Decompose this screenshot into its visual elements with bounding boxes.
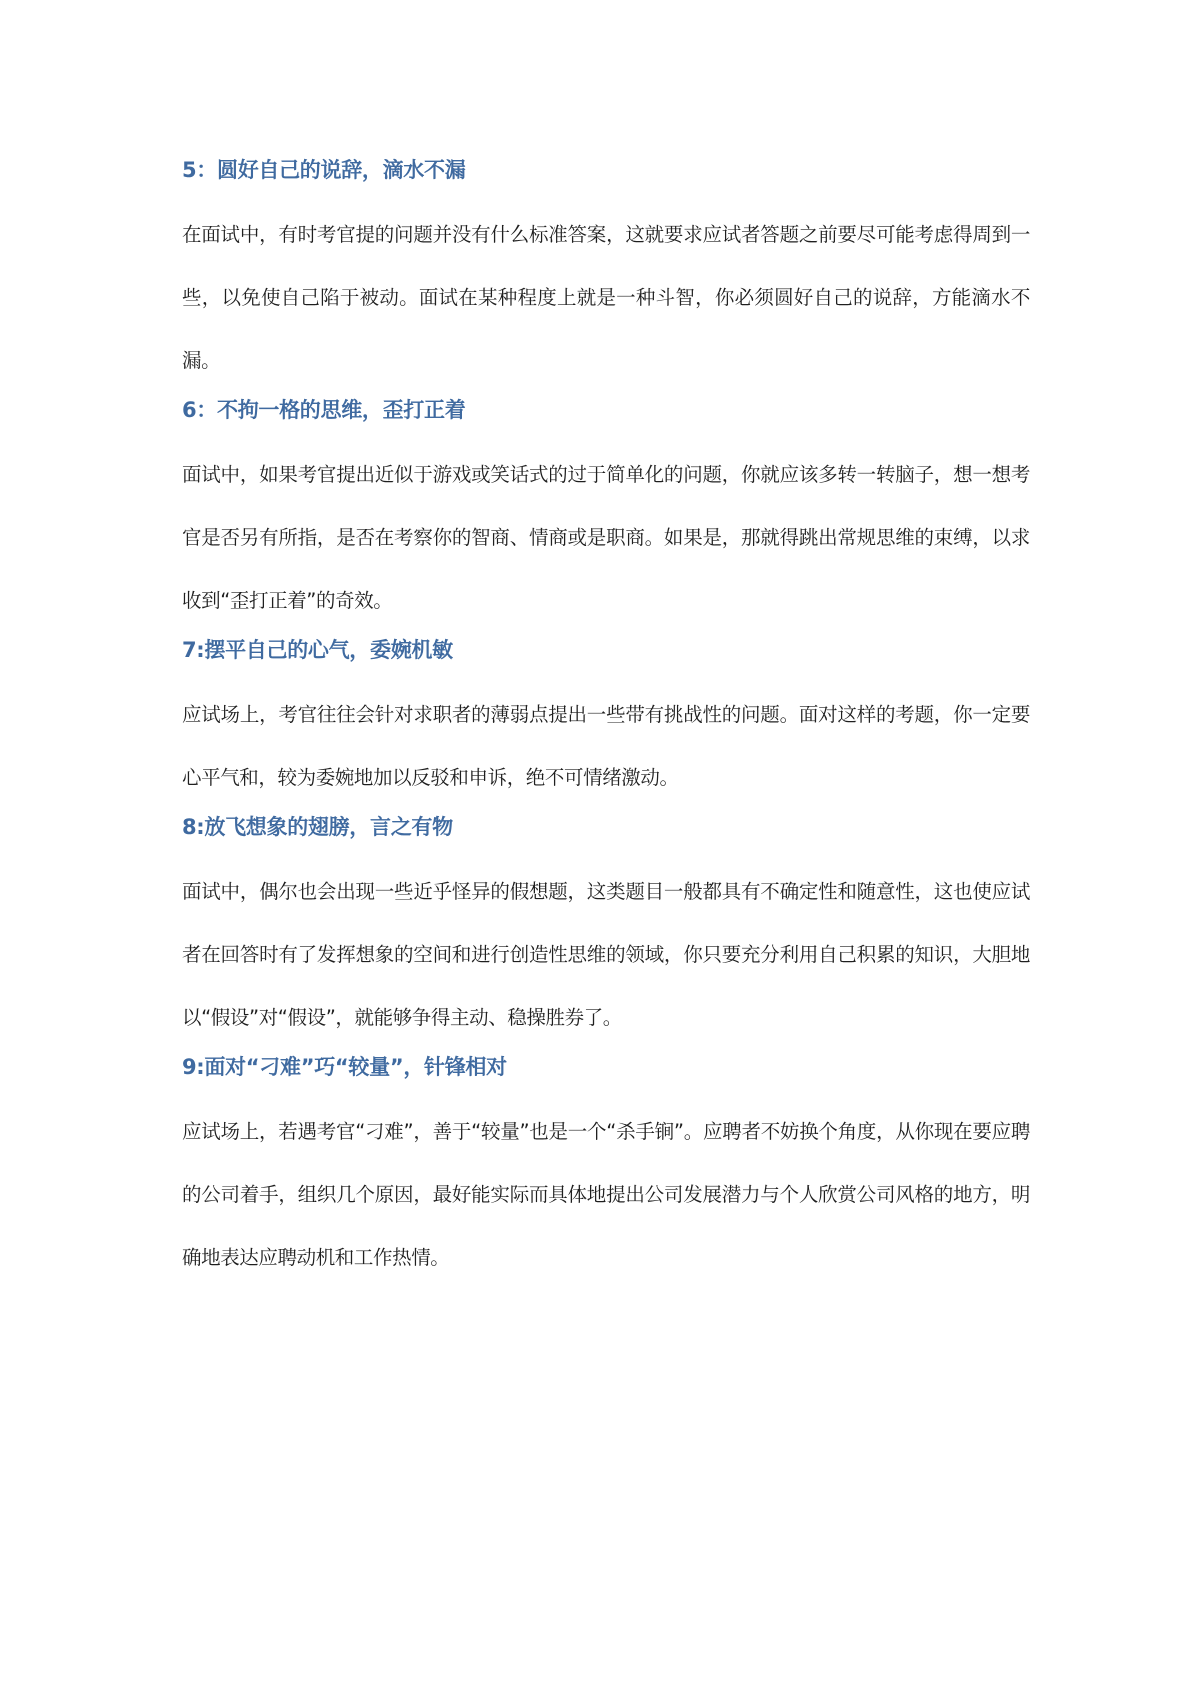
section-heading: 5：圆好自己的说辞，滴水不漏 xyxy=(182,158,466,182)
section-6 xyxy=(182,395,1030,632)
section-paragraph: 应试场上，若遇考官“刁难”，善于“较量”也是一个“杀手锏”。应聘者不妨换个角度，从你现在要应聘的公司着手，组织几个原因，最好能实际而具体地提出公司发展潜力与个人欣赏公司风格的地方，明确地表达应聘动机和工作热情。 xyxy=(182,1120,1030,1269)
section-heading: 7:摆平自己的心气，委婉机敏 xyxy=(182,638,453,662)
section-8 xyxy=(182,812,1030,1049)
section-heading: 9:面对“刁难”巧“较量”，针锋相对 xyxy=(182,1055,507,1079)
document-page xyxy=(182,155,1030,1304)
section-paragraph: 应试场上，考官往往会针对求职者的薄弱点提出一些带有挑战性的问题。面对这样的考题，你一定要心平气和，较为委婉地加以反驳和申诉，绝不可情绪激动。 xyxy=(182,703,1030,789)
section-paragraph: 面试中，偶尔也会出现一些近乎怪异的假想题，这类题目一般都具有不确定性和随意性，这也使应试者在回答时有了发挥想象的空间和进行创造性思维的领域，你只要充分利用自己积累的知识，大胆地以“假设”对“假设”，就能够争得主动、稳操胜券了。 xyxy=(182,880,1030,1029)
section-heading: 6：不拘一格的思维，歪打正着 xyxy=(182,398,466,422)
section-heading: 8:放飞想象的翅膀，言之有物 xyxy=(182,815,453,839)
section-5 xyxy=(182,155,1030,392)
section-7 xyxy=(182,635,1030,809)
section-paragraph: 在面试中，有时考官提的问题并没有什么标准答案，这就要求应试者答题之前要尽可能考虑得周到一些，以免使自己陷于被动。面试在某种程度上就是一种斗智，你必须圆好自己的说辞，方能滴水不漏。 xyxy=(182,223,1030,372)
section-paragraph: 面试中，如果考官提出近似于游戏或笑话式的过于简单化的问题，你就应该多转一转脑子，想一想考官是否另有所指，是否在考察你的智商、情商或是职商。如果是，那就得跳出常规思维的束缚，以求收到“歪打正着”的奇效。 xyxy=(182,463,1030,612)
section-9 xyxy=(182,1052,1030,1289)
